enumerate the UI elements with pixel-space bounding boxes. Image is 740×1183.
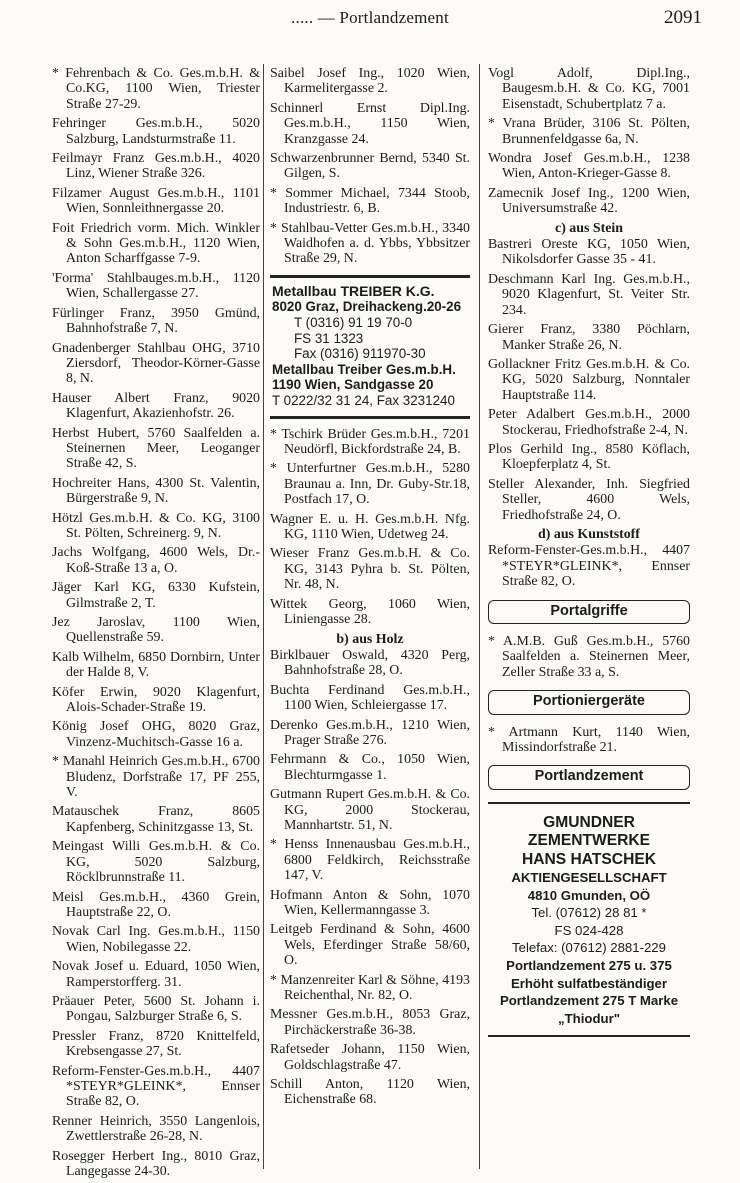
ad2-line-2: ZEMENTWERKE <box>527 832 651 850</box>
treiber-advertisement <box>270 275 470 419</box>
directory-entry: Herbst Hubert, 5760 Saalfelden a. Steinernen Meer, Leoganger Straße 42, S. <box>52 425 260 472</box>
directory-entry: Wagner E. u. H. Ges.m.b.H. Nfg. KG, 1110 Wien, Udetweg 24. <box>270 511 470 543</box>
directory-entry: Gutmann Rupert Ges.m.b.H. & Co. KG, 2000 Stockerau, Mannhartstr. 51, N. <box>270 787 470 833</box>
directory-entry: Peter Adalbert Ges.m.b.H., 2000 Stockerau, Friedhofstraße 2-4, N. <box>488 407 690 438</box>
directory-entry: Rosegger Herbert Ing., 8010 Graz, Langegasse 24-30. <box>52 1148 260 1179</box>
directory-entry: * Stahlbau-Vetter Ges.m.b.H., 3340 Waidhofen a. d. Ybbs, Ybbsitzer Straße 29, N. <box>270 220 470 267</box>
ad2-line-7: FS 024-428 <box>554 922 624 938</box>
column-2 <box>270 66 470 1112</box>
directory-entry: Rafetseder Johann, 1150 Wien, Goldschlagstraße 47. <box>270 1042 470 1073</box>
directory-entry: Jäger Karl KG, 6330 Kufstein, Gilmstraße 2, T. <box>52 580 260 611</box>
section-heading-kunststoff: d) aus Kunststoff <box>538 526 640 542</box>
ad-address: 8020 Graz, Dreihackeng.20-26 <box>272 299 462 315</box>
directory-entry: Schwarzenbrunner Bernd, 5340 St. Gilgen, S. <box>270 151 470 182</box>
ad-phone: T (0316) 91 19 70-0 <box>294 315 413 331</box>
directory-entry: Birklbauer Oswald, 4320 Perg, Bahnhofstraße 28, O. <box>270 647 470 679</box>
ad-address-2: 1190 Wien, Sandgasse 20 <box>272 377 434 393</box>
directory-entry: Meingast Willi Ges.m.b.H. & Co. KG, 5020 Salzburg, Röcklbrunnstraße 11. <box>52 839 260 886</box>
directory-entry: * Manzenreiter Karl & Söhne, 4193 Reichenthal, Nr. 82, O. <box>270 972 470 1004</box>
section-heading-holz: b) aus Holz <box>336 631 404 647</box>
directory-entry: Deschmann Karl Ing. Ges.m.b.H., 9020 Klagenfurt, St. Veiter Str. 234. <box>488 271 690 318</box>
directory-entry: * Manahl Heinrich Ges.m.b.H., 6700 Bludenz, Dorfstraße 17, PF 255, V. <box>52 754 260 801</box>
directory-entry: Vogl Adolf, Dipl.Ing., Baugesm.b.H. & Co. KG, 7001 Eisenstadt, Schubertplatz 7 a. <box>488 66 690 112</box>
directory-entry: Hofmann Anton & Sohn, 1070 Wien, Kellermanngasse 3. <box>270 887 470 918</box>
directory-entry: * Artmann Kurt, 1140 Wien, Missindorfstraße 21. <box>488 724 690 756</box>
directory-entry: Gnadenberger Stahlbau OHG, 3710 Ziersdorf, Theodor-Körner-Gasse 8, N. <box>52 340 260 387</box>
directory-entry: Jez Jaroslav, 1100 Wien, Quellenstraße 59. <box>52 615 260 646</box>
directory-entry: Schill Anton, 1120 Wien, Eichenstraße 68. <box>270 1077 470 1108</box>
entries-col3-kunststoff <box>488 543 690 589</box>
directory-entry: Fürlinger Franz, 3950 Gmünd, Bahnhofstraße 7, N. <box>52 305 260 337</box>
ad2-line-5: 4810 Gmunden, OÖ <box>527 887 651 903</box>
ad-company-name: Metallbau TREIBER K.G. <box>272 282 435 299</box>
directory-entry: Buchta Ferdinand Ges.m.b.H., 1100 Wien, Schleiergasse 17. <box>270 682 470 714</box>
directory-entry: Novak Josef u. Eduard, 1050 Wien, Ramperstorfferg. 31. <box>52 959 260 990</box>
category-heading-portlandzement: Portlandzement <box>488 765 690 789</box>
ad2-line-11: Portlandzement 275 T Marke <box>499 993 679 1009</box>
ad-company-name-2: Metallbau Treiber Ges.m.b.H. <box>272 361 456 377</box>
directory-entry: * Sommer Michael, 7344 Stoob, Industriestr. 6, B. <box>270 185 470 217</box>
directory-entry: * Fehrenbach & Co. Ges.m.b.H. & Co.KG, 1100 Wien, Triester Straße 27-29. <box>52 66 260 112</box>
directory-entry: Pressler Franz, 8720 Knittelfeld, Krebsengasse 27, St. <box>52 1028 260 1060</box>
directory-entry: Präauer Peter, 5600 St. Johann i. Pongau, Salzburger Straße 6, S. <box>52 993 260 1025</box>
column-rule-left <box>263 64 264 1169</box>
ad2-line-10: Erhöht sulfatbeständiger <box>510 975 668 991</box>
directory-entry: Jachs Wolfgang, 4600 Wels, Dr.-Koß-Straße 13 a, O. <box>52 545 260 576</box>
ad2-line-9: Portlandzement 275 u. 375 <box>506 958 672 974</box>
ad-phone-2: T 0222/32 31 24, Fax 3231240 <box>272 393 455 409</box>
directory-entry: Foit Friedrich vorm. Mich. Winkler & Sohn Ges.m.b.H., 1120 Wien, Anton Scharffgasse 7-9. <box>52 220 260 267</box>
ad2-line-6: Tel. (07612) 28 81 * <box>531 905 647 921</box>
entries-portioniergeraete <box>488 725 690 756</box>
directory-entry: Derenko Ges.m.b.H., 1210 Wien, Prager Straße 276. <box>270 717 470 748</box>
gmundner-advertisement <box>488 802 690 1038</box>
entries-col2-holz <box>270 648 470 1108</box>
directory-entry: Steller Alexander, Inh. Siegfried Steller, 4600 Wels, Friedhofstraße 24, O. <box>488 476 690 523</box>
page-number: 2091 <box>664 7 702 28</box>
running-header: ..... — Portlandzement <box>291 8 449 27</box>
directory-entry: Gollackner Fritz Ges.m.b.H. & Co. KG, 5020 Salzburg, Nonntaler Hauptstraße 114. <box>488 356 690 403</box>
directory-entry: Fehringer Ges.m.b.H., 5020 Salzburg, Landsturmstraße 11. <box>52 116 260 147</box>
directory-entry: * Vrana Brüder, 3106 St. Pölten, Brunnenfeldgasse 6a, N. <box>488 116 690 147</box>
directory-entry: Bastreri Oreste KG, 1050 Wien, Nikolsdorfer Gasse 35 - 41. <box>488 237 690 268</box>
directory-entry: Zamecnik Josef Ing., 1200 Wien, Universumstraße 42. <box>488 185 690 217</box>
category-heading-portalgriffe: Portalgriffe <box>488 600 690 624</box>
entries-portalgriffe <box>488 634 690 680</box>
entries-col3-top <box>488 66 690 217</box>
directory-entry: Schinnerl Ernst Dipl.Ing. Ges.m.b.H., 1150 Wien, Kranzgasse 24. <box>270 100 470 147</box>
entries-col2-top <box>270 66 470 267</box>
directory-entry: Matauschek Franz, 8605 Kapfenberg, Schinitzgasse 13, St. <box>52 804 260 835</box>
ad-telex: FS 31 1323 <box>294 330 364 346</box>
entries-col2-middle <box>270 427 470 628</box>
column-1 <box>52 66 260 1183</box>
ad2-line-3: HANS HATSCHEK <box>522 850 656 868</box>
directory-entry: * Henss Innenausbau Ges.m.b.H., 6800 Feldkirch, Reichsstraße 147, V. <box>270 837 470 884</box>
directory-entry: Leitgeb Ferdinand & Sohn, 4600 Wels, Eferdinger Straße 58/60, O. <box>270 922 470 969</box>
ad-fax: Fax (0316) 911970-30 <box>294 346 426 362</box>
directory-entry: Saibel Josef Ing., 1020 Wien, Karmelitergasse 2. <box>270 66 470 97</box>
directory-entry: Reform-Fenster-Ges.m.b.H., 4407 *STEYR*GLEINK*, Ennser Straße 82, O. <box>52 1063 260 1110</box>
directory-entry: Messner Ges.m.b.H., 8053 Graz, Pirchäckerstraße 36-38. <box>270 1007 470 1038</box>
directory-entry: Wondra Josef Ges.m.b.H., 1238 Wien, Anton-Krieger-Gasse 8. <box>488 151 690 182</box>
directory-entry: Renner Heinrich, 3550 Langenlois, Zwettlerstraße 26-28, N. <box>52 1113 260 1145</box>
category-heading-portioniergeraete: Portioniergeräte <box>488 690 690 714</box>
directory-entry: König Josef OHG, 8020 Graz, Vinzenz-Muchitsch-Gasse 16 a. <box>52 719 260 750</box>
ad2-line-4: AKTIENGESELLSCHAFT <box>511 870 667 886</box>
directory-entry: * A.M.B. Guß Ges.m.b.H., 5760 Saalfelden a. Steinernen Meer, Zeller Straße 33 a, S. <box>488 634 690 680</box>
directory-entry: Wieser Franz Ges.m.b.H. & Co. KG, 3143 Pyhra b. St. Pölten, Nr. 48, N. <box>270 546 470 593</box>
directory-entry: Gierer Franz, 3380 Pöchlarn, Manker Straße 26, N. <box>488 322 690 353</box>
ad2-line-8: Telefax: (07612) 2881-229 <box>512 940 666 956</box>
directory-entry: Kalb Wilhelm, 6850 Dornbirn, Unter der Halde 8, V. <box>52 649 260 681</box>
directory-entry: * Unterfurtner Ges.m.b.H., 5280 Braunau a. Inn, Dr. Guby-Str.18, Postfach 17, O. <box>270 461 470 508</box>
column-3 <box>488 66 690 1037</box>
directory-entry: * Tschirk Brüder Ges.m.b.H., 7201 Neudörfl, Bickfordstraße 24, B. <box>270 426 470 458</box>
directory-entry: Hauser Albert Franz, 9020 Klagenfurt, Akazienhofstr. 26. <box>52 390 260 422</box>
directory-entry: Köfer Erwin, 9020 Klagenfurt, Alois-Schader-Straße 19. <box>52 684 260 716</box>
section-heading-stein: c) aus Stein <box>555 220 623 236</box>
column-rule-right <box>479 64 480 1169</box>
directory-entry: Filzamer August Ges.m.b.H., 1101 Wien, Sonnleithnergasse 20. <box>52 185 260 217</box>
directory-entry: Wittek Georg, 1060 Wien, Liniengasse 28. <box>270 596 470 628</box>
directory-entry: Hochreiter Hans, 4300 St. Valentin, Bürgerstraße 9, N. <box>52 475 260 507</box>
ad2-line-12: „Thiodur" <box>558 1010 620 1026</box>
directory-entry: Feilmayr Franz Ges.m.b.H., 4020 Linz, Wiener Straße 326. <box>52 151 260 182</box>
directory-entry: Meisl Ges.m.b.H., 4360 Grein, Hauptstraße 22, O. <box>52 889 260 920</box>
ad2-line-1: GMUNDNER <box>543 813 635 831</box>
directory-entry: Plos Gerhild Ing., 8580 Köflach, Kloepferplatz 4, St. <box>488 441 690 473</box>
directory-entry: Reform-Fenster-Ges.m.b.H., 4407 *STEYR*GLEINK*, Ennser Straße 82, O. <box>488 543 690 590</box>
entries-col3-stein <box>488 237 690 523</box>
directory-entry: Fehrmann & Co., 1050 Wien, Blechturmgasse 1. <box>270 752 470 783</box>
directory-entry: Novak Carl Ing. Ges.m.b.H., 1150 Wien, Nobilegasse 22. <box>52 924 260 955</box>
directory-entry: Hötzl Ges.m.b.H. & Co. KG, 3100 St. Pölten, Schreinerg. 9, N. <box>52 510 260 541</box>
directory-entry: 'Forma' Stahlbauges.m.b.H., 1120 Wien, Schallergasse 27. <box>52 270 260 302</box>
